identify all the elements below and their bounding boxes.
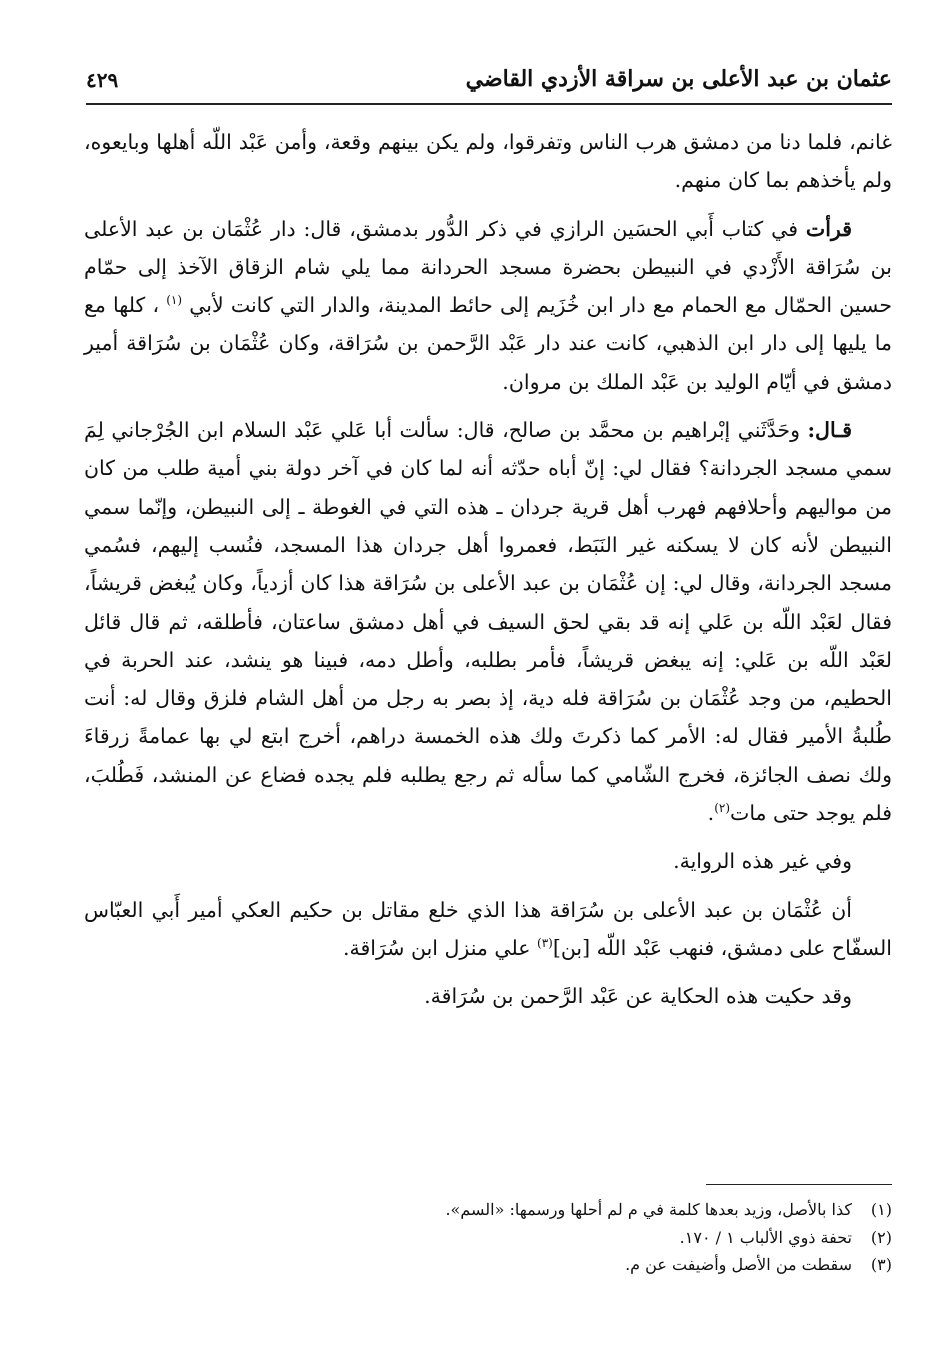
footnote-ref-1: (١) bbox=[166, 293, 183, 308]
paragraph-5 bbox=[84, 891, 892, 968]
page-number: ٤٢٩ bbox=[86, 68, 119, 92]
paragraph-2-text-a: في كتاب أَبي الحسَين الرازي في ذكر الدُّور بدمشق، قال: دار عُثْمَان بن عبد الأعلى بن سُرَاقة الأَزْدي في النبيطن بحضرة مسجد الحردانة مما يلي شام الزقاق الآخذ إلى حمّام حسين الحمّال مع الحمام مع دار ابن خُزَيم إلى حائط المدينة، والدار التي كانت لأبي bbox=[84, 216, 892, 318]
running-header bbox=[86, 60, 892, 100]
paragraph-3-text: وحَدَّثَني إبْراهيم بن محمَّد بن صالح، قال: سألت أبا عَلي عَبْد السلام ابن الجُرْجاني لِمَ سمي مسجد الجردانة؟ فقال لي: إنّ أباه حدّثه أنه لما كان في آخر دولة بني أمية طلب من كان من مواليهم وأحلافهم فهرب أهل قرية جردان ـ هذه التي في الغوطة ـ إلى النبيطن، وإنّما سمي النبيطن لأنه كان لا يسكنه غير النَبَط، فعمروا أهل جردان هذا المسجد، فنُسب إليهم، فسُمي مسجد الجردانة، وقال لي: إن عُثْمَان بن عبد الأعلى بن سُرَاقة هذا كان أزدياً، وكان يُبغض قريشاً، فقال لعَبْد اللّه بن عَلي إنه قد بقي لحق السيف في أهل دمشق ساعتان، فأطلقه، ثم قال قائل لعَبْد اللّه بن عَلي: إنه يبغض قريشاً، فأمر بطلبه، وأطل دمه، فبينا هو ينشد، عند الحربة في الحطيم، من وجد عُثْمَان بن سُرَاقة فله دية، إذ بصر به رجل من أهل الشام فلزق وقال له: أنت طُلبةُ الأمير فقال له: الأمر كما ذكرتَ ولك هذه الخمسة دراهم، أخرج ابتع لي بها عمامةً زرقاءَ ولك نصف الجائزة، فخرج الشّامي كما سأله ثم رجع يطلبه فلم يجده فضاع عن المنشد، فَطُلبَ، فلم يوجد حتى مات bbox=[84, 418, 892, 826]
paragraph-5-text-a: أن عُثْمَان بن عبد الأعلى بن سُرَاقة هذا الذي خلع مقاتل بن حكيم العكي أمير أَبي العبّاس السفّاح على دمشق، فنهب عَبْد اللّه [بن] bbox=[84, 897, 892, 960]
footnote-1 bbox=[84, 1196, 892, 1224]
header-rule bbox=[86, 103, 892, 105]
footnote-ref-3: (٣) bbox=[537, 936, 553, 951]
footnote-1-number: (١) bbox=[870, 1200, 892, 1219]
paragraph-4: وفي غير هذه الرواية. bbox=[673, 849, 852, 874]
footnote-3 bbox=[84, 1251, 892, 1279]
footnote-rule bbox=[706, 1184, 892, 1185]
paragraph-5-text-b: علي منزل ابن سُرَاقة. bbox=[342, 935, 537, 960]
paragraph-3 bbox=[84, 411, 892, 832]
footnotes bbox=[84, 1196, 892, 1279]
footnote-3-number: (٣) bbox=[870, 1255, 892, 1274]
paragraph-6: وقد حكيت هذه الحكاية عن عَبْد الرَّحمن بن سُرَاقة. bbox=[424, 984, 852, 1009]
paragraph-1: غانم، فلما دنا من دمشق هرب الناس وتفرقوا، ولم يكن بينهم وقعة، وأمن عَبْد اللّه أهلها وبايعوه، ولم يأخذهم بما كان منهم. bbox=[84, 130, 892, 193]
paragraph-2 bbox=[84, 210, 892, 401]
paragraph-3-end: . bbox=[707, 801, 715, 826]
main-text bbox=[84, 123, 892, 1026]
footnote-2 bbox=[84, 1224, 892, 1252]
paragraph-2-lead: قرأت bbox=[805, 216, 852, 241]
footnote-ref-2: (٢) bbox=[714, 801, 731, 816]
header-title: عثمان بن عبد الأعلى بن سراقة الأزدي القاضي bbox=[465, 66, 892, 92]
footnote-2-number: (٢) bbox=[870, 1227, 892, 1247]
paragraph-2-text-b: ، كلها مع ما يليها إلى دار ابن الذهبي، كانت عند دار عَبْد الرَّحمن بن سُرَاقة، وكان عُثْمَان بن سُرَاقة أمير دمشق في أيّام الوليد بن عَبْد الملك بن مروان. bbox=[84, 293, 892, 394]
paragraph-3-lead: قـال: bbox=[807, 418, 852, 443]
footnote-1-text: كذا بالأصل، وزيد بعدها كلمة في م لم أحلها ورسمها: «السم». bbox=[445, 1200, 852, 1219]
footnote-3-text: سقطت من الأصل وأضيفت عن م. bbox=[625, 1255, 852, 1274]
footnote-2-text: تحفة ذوي الألباب ١ / ١٧٠. bbox=[679, 1227, 852, 1247]
